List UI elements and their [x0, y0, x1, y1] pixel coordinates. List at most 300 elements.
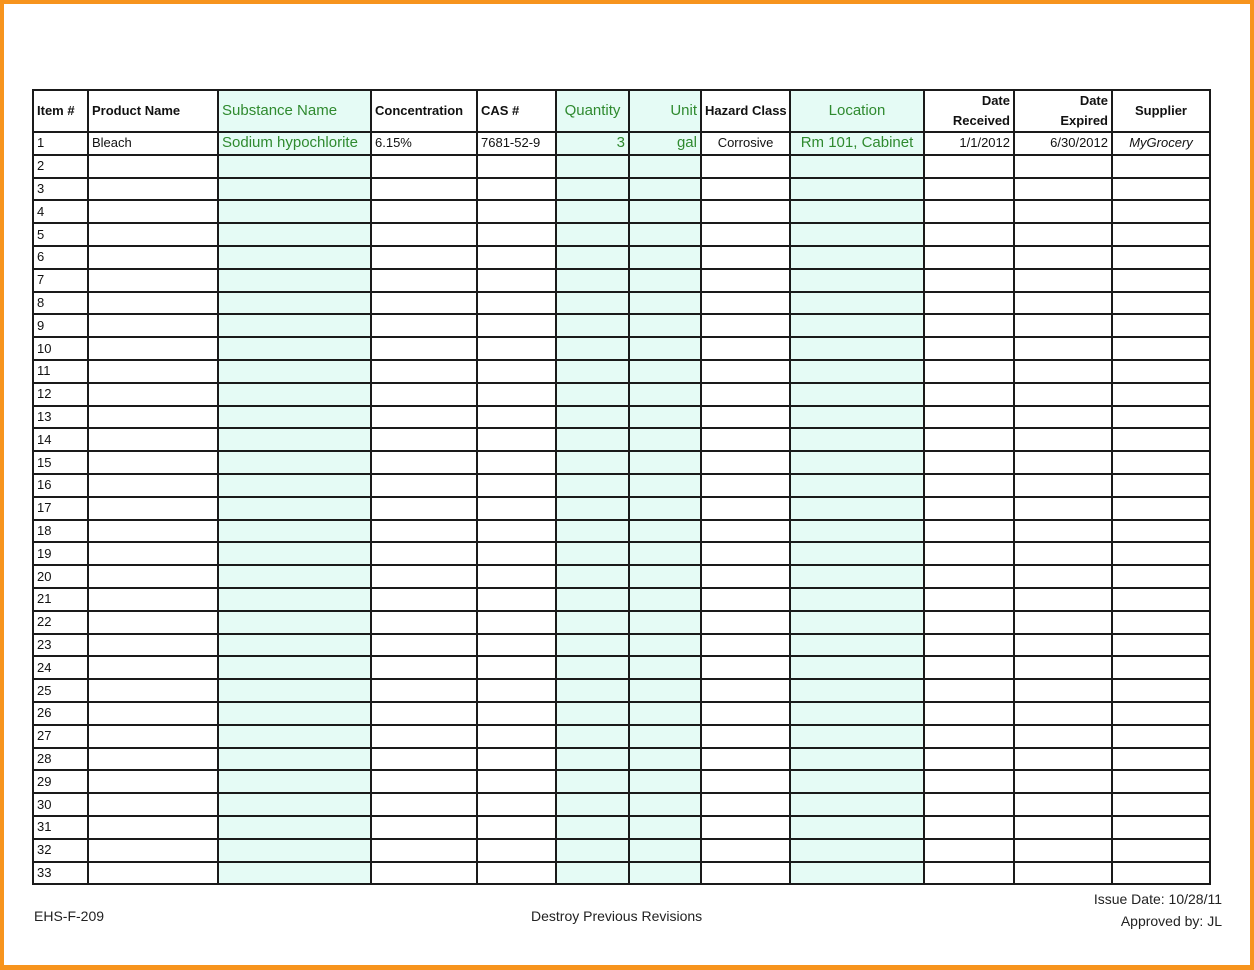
cell-concentration[interactable] — [371, 679, 477, 702]
cell-substance-name[interactable] — [218, 155, 371, 178]
cell-substance-name[interactable] — [218, 565, 371, 588]
cell-substance-name[interactable] — [218, 748, 371, 771]
cell-unit[interactable] — [629, 656, 701, 679]
cell-location[interactable] — [790, 269, 924, 292]
cell-product-name[interactable] — [88, 383, 218, 406]
cell-supplier[interactable] — [1112, 634, 1210, 657]
cell-item[interactable]: 22 — [33, 611, 88, 634]
cell-substance-name[interactable] — [218, 542, 371, 565]
cell-supplier[interactable] — [1112, 269, 1210, 292]
cell-date-received[interactable] — [924, 588, 1014, 611]
cell-unit[interactable] — [629, 246, 701, 269]
cell-substance-name[interactable] — [218, 406, 371, 429]
cell-date-received[interactable] — [924, 246, 1014, 269]
cell-date-received[interactable] — [924, 565, 1014, 588]
cell-product-name[interactable] — [88, 656, 218, 679]
cell-product-name[interactable] — [88, 565, 218, 588]
cell-quantity[interactable] — [556, 702, 629, 725]
cell-date-expired[interactable] — [1014, 269, 1112, 292]
cell-hazard-class[interactable] — [701, 839, 790, 862]
cell-cas[interactable] — [477, 474, 556, 497]
cell-location[interactable] — [790, 314, 924, 337]
cell-location[interactable] — [790, 292, 924, 315]
cell-location[interactable] — [790, 862, 924, 885]
cell-date-expired[interactable] — [1014, 360, 1112, 383]
cell-substance-name[interactable] — [218, 702, 371, 725]
cell-concentration[interactable] — [371, 200, 477, 223]
cell-cas[interactable] — [477, 314, 556, 337]
cell-date-expired[interactable] — [1014, 383, 1112, 406]
cell-cas[interactable] — [477, 520, 556, 543]
cell-cas[interactable] — [477, 178, 556, 201]
cell-hazard-class[interactable] — [701, 542, 790, 565]
cell-date-expired[interactable] — [1014, 314, 1112, 337]
cell-item[interactable]: 32 — [33, 839, 88, 862]
cell-supplier[interactable] — [1112, 178, 1210, 201]
cell-item[interactable]: 12 — [33, 383, 88, 406]
cell-substance-name[interactable]: Sodium hypochlorite — [218, 132, 371, 155]
cell-item[interactable]: 27 — [33, 725, 88, 748]
cell-quantity[interactable] — [556, 223, 629, 246]
cell-location[interactable] — [790, 428, 924, 451]
cell-unit[interactable] — [629, 497, 701, 520]
cell-hazard-class[interactable] — [701, 793, 790, 816]
cell-substance-name[interactable] — [218, 656, 371, 679]
cell-date-expired[interactable] — [1014, 200, 1112, 223]
cell-substance-name[interactable] — [218, 474, 371, 497]
cell-cas[interactable] — [477, 656, 556, 679]
cell-product-name[interactable] — [88, 520, 218, 543]
cell-substance-name[interactable] — [218, 223, 371, 246]
cell-concentration[interactable] — [371, 611, 477, 634]
cell-unit[interactable]: gal — [629, 132, 701, 155]
cell-location[interactable] — [790, 246, 924, 269]
cell-substance-name[interactable] — [218, 520, 371, 543]
cell-date-received[interactable] — [924, 816, 1014, 839]
cell-hazard-class[interactable] — [701, 565, 790, 588]
cell-substance-name[interactable] — [218, 611, 371, 634]
cell-quantity[interactable] — [556, 816, 629, 839]
cell-unit[interactable] — [629, 634, 701, 657]
cell-quantity[interactable] — [556, 725, 629, 748]
cell-location[interactable] — [790, 565, 924, 588]
cell-item[interactable]: 31 — [33, 816, 88, 839]
cell-supplier[interactable] — [1112, 337, 1210, 360]
cell-cas[interactable] — [477, 292, 556, 315]
cell-location[interactable] — [790, 702, 924, 725]
cell-location[interactable] — [790, 816, 924, 839]
cell-item[interactable]: 26 — [33, 702, 88, 725]
cell-item[interactable]: 21 — [33, 588, 88, 611]
cell-location[interactable] — [790, 793, 924, 816]
cell-concentration[interactable] — [371, 337, 477, 360]
cell-cas[interactable] — [477, 702, 556, 725]
cell-concentration[interactable]: 6.15% — [371, 132, 477, 155]
cell-date-received[interactable] — [924, 497, 1014, 520]
cell-item[interactable]: 33 — [33, 862, 88, 885]
cell-date-received[interactable] — [924, 337, 1014, 360]
cell-concentration[interactable] — [371, 520, 477, 543]
cell-supplier[interactable] — [1112, 200, 1210, 223]
cell-hazard-class[interactable] — [701, 383, 790, 406]
cell-location[interactable] — [790, 474, 924, 497]
cell-cas[interactable] — [477, 337, 556, 360]
cell-supplier[interactable] — [1112, 292, 1210, 315]
cell-quantity[interactable] — [556, 269, 629, 292]
cell-concentration[interactable] — [371, 793, 477, 816]
cell-location[interactable] — [790, 200, 924, 223]
cell-date-expired[interactable] — [1014, 839, 1112, 862]
cell-product-name[interactable] — [88, 542, 218, 565]
cell-substance-name[interactable] — [218, 451, 371, 474]
cell-substance-name[interactable] — [218, 428, 371, 451]
cell-supplier[interactable] — [1112, 383, 1210, 406]
cell-hazard-class[interactable] — [701, 702, 790, 725]
cell-location[interactable] — [790, 588, 924, 611]
cell-product-name[interactable] — [88, 862, 218, 885]
cell-cas[interactable] — [477, 542, 556, 565]
cell-date-received[interactable] — [924, 474, 1014, 497]
cell-date-expired[interactable] — [1014, 451, 1112, 474]
cell-quantity[interactable] — [556, 406, 629, 429]
cell-supplier[interactable] — [1112, 656, 1210, 679]
cell-cas[interactable] — [477, 862, 556, 885]
cell-date-received[interactable] — [924, 200, 1014, 223]
cell-quantity[interactable] — [556, 360, 629, 383]
cell-supplier[interactable] — [1112, 451, 1210, 474]
cell-hazard-class[interactable] — [701, 428, 790, 451]
cell-hazard-class[interactable] — [701, 497, 790, 520]
cell-item[interactable]: 25 — [33, 679, 88, 702]
cell-substance-name[interactable] — [218, 314, 371, 337]
cell-unit[interactable] — [629, 679, 701, 702]
cell-quantity[interactable] — [556, 497, 629, 520]
cell-unit[interactable] — [629, 223, 701, 246]
cell-quantity[interactable] — [556, 656, 629, 679]
cell-hazard-class[interactable] — [701, 314, 790, 337]
cell-hazard-class[interactable] — [701, 520, 790, 543]
cell-date-received[interactable] — [924, 770, 1014, 793]
cell-substance-name[interactable] — [218, 588, 371, 611]
cell-date-received[interactable] — [924, 542, 1014, 565]
cell-date-received[interactable] — [924, 292, 1014, 315]
cell-product-name[interactable] — [88, 702, 218, 725]
cell-date-received[interactable] — [924, 611, 1014, 634]
cell-item[interactable]: 18 — [33, 520, 88, 543]
cell-item[interactable]: 2 — [33, 155, 88, 178]
cell-date-received[interactable] — [924, 451, 1014, 474]
cell-date-expired[interactable] — [1014, 406, 1112, 429]
cell-supplier[interactable] — [1112, 748, 1210, 771]
cell-unit[interactable] — [629, 611, 701, 634]
cell-concentration[interactable] — [371, 428, 477, 451]
cell-concentration[interactable] — [371, 292, 477, 315]
cell-unit[interactable] — [629, 451, 701, 474]
cell-cas[interactable] — [477, 155, 556, 178]
cell-date-expired[interactable] — [1014, 292, 1112, 315]
cell-concentration[interactable] — [371, 588, 477, 611]
cell-supplier[interactable] — [1112, 725, 1210, 748]
cell-hazard-class[interactable] — [701, 862, 790, 885]
cell-concentration[interactable] — [371, 314, 477, 337]
cell-quantity[interactable] — [556, 200, 629, 223]
cell-supplier[interactable] — [1112, 314, 1210, 337]
cell-quantity[interactable]: 3 — [556, 132, 629, 155]
cell-product-name[interactable]: Bleach — [88, 132, 218, 155]
cell-date-received[interactable] — [924, 155, 1014, 178]
cell-unit[interactable] — [629, 155, 701, 178]
cell-supplier[interactable] — [1112, 246, 1210, 269]
cell-substance-name[interactable] — [218, 793, 371, 816]
cell-date-received[interactable] — [924, 862, 1014, 885]
cell-supplier[interactable] — [1112, 406, 1210, 429]
cell-date-expired[interactable] — [1014, 679, 1112, 702]
cell-product-name[interactable] — [88, 200, 218, 223]
cell-date-expired[interactable] — [1014, 588, 1112, 611]
cell-hazard-class[interactable] — [701, 360, 790, 383]
cell-substance-name[interactable] — [218, 269, 371, 292]
cell-location[interactable] — [790, 634, 924, 657]
cell-date-expired[interactable] — [1014, 155, 1112, 178]
cell-unit[interactable] — [629, 428, 701, 451]
cell-cas[interactable] — [477, 565, 556, 588]
cell-item[interactable]: 1 — [33, 132, 88, 155]
cell-quantity[interactable] — [556, 474, 629, 497]
cell-substance-name[interactable] — [218, 360, 371, 383]
cell-concentration[interactable] — [371, 451, 477, 474]
cell-item[interactable]: 13 — [33, 406, 88, 429]
cell-supplier[interactable] — [1112, 155, 1210, 178]
cell-date-expired[interactable] — [1014, 793, 1112, 816]
cell-cas[interactable] — [477, 679, 556, 702]
cell-cas[interactable] — [477, 770, 556, 793]
cell-location[interactable] — [790, 679, 924, 702]
cell-date-expired[interactable] — [1014, 178, 1112, 201]
cell-date-expired[interactable] — [1014, 520, 1112, 543]
cell-substance-name[interactable] — [218, 862, 371, 885]
cell-substance-name[interactable] — [218, 292, 371, 315]
cell-unit[interactable] — [629, 565, 701, 588]
cell-quantity[interactable] — [556, 611, 629, 634]
cell-concentration[interactable] — [371, 770, 477, 793]
cell-date-received[interactable] — [924, 383, 1014, 406]
cell-hazard-class[interactable] — [701, 474, 790, 497]
cell-concentration[interactable] — [371, 178, 477, 201]
cell-item[interactable]: 14 — [33, 428, 88, 451]
cell-location[interactable] — [790, 383, 924, 406]
cell-cas[interactable]: 7681-52-9 — [477, 132, 556, 155]
cell-item[interactable]: 23 — [33, 634, 88, 657]
cell-concentration[interactable] — [371, 839, 477, 862]
cell-concentration[interactable] — [371, 383, 477, 406]
cell-cas[interactable] — [477, 360, 556, 383]
cell-location[interactable] — [790, 337, 924, 360]
cell-concentration[interactable] — [371, 246, 477, 269]
cell-product-name[interactable] — [88, 292, 218, 315]
cell-item[interactable]: 19 — [33, 542, 88, 565]
cell-date-expired[interactable] — [1014, 816, 1112, 839]
cell-date-received[interactable] — [924, 520, 1014, 543]
cell-concentration[interactable] — [371, 725, 477, 748]
cell-date-expired[interactable] — [1014, 702, 1112, 725]
cell-hazard-class[interactable] — [701, 178, 790, 201]
cell-supplier[interactable] — [1112, 565, 1210, 588]
cell-concentration[interactable] — [371, 542, 477, 565]
cell-unit[interactable] — [629, 770, 701, 793]
cell-hazard-class[interactable] — [701, 337, 790, 360]
cell-product-name[interactable] — [88, 246, 218, 269]
cell-cas[interactable] — [477, 634, 556, 657]
cell-item[interactable]: 29 — [33, 770, 88, 793]
cell-location[interactable] — [790, 725, 924, 748]
cell-hazard-class[interactable] — [701, 634, 790, 657]
cell-cas[interactable] — [477, 246, 556, 269]
cell-substance-name[interactable] — [218, 246, 371, 269]
cell-cas[interactable] — [477, 269, 556, 292]
cell-location[interactable] — [790, 360, 924, 383]
cell-unit[interactable] — [629, 702, 701, 725]
cell-location[interactable] — [790, 542, 924, 565]
cell-hazard-class[interactable] — [701, 748, 790, 771]
cell-cas[interactable] — [477, 725, 556, 748]
cell-location[interactable] — [790, 839, 924, 862]
cell-quantity[interactable] — [556, 155, 629, 178]
cell-date-expired[interactable] — [1014, 611, 1112, 634]
cell-unit[interactable] — [629, 178, 701, 201]
cell-cas[interactable] — [477, 588, 556, 611]
cell-product-name[interactable] — [88, 588, 218, 611]
cell-date-received[interactable] — [924, 269, 1014, 292]
cell-quantity[interactable] — [556, 292, 629, 315]
cell-item[interactable]: 5 — [33, 223, 88, 246]
cell-concentration[interactable] — [371, 360, 477, 383]
cell-unit[interactable] — [629, 862, 701, 885]
cell-concentration[interactable] — [371, 656, 477, 679]
cell-unit[interactable] — [629, 520, 701, 543]
cell-unit[interactable] — [629, 542, 701, 565]
cell-supplier[interactable] — [1112, 839, 1210, 862]
cell-unit[interactable] — [629, 793, 701, 816]
cell-location[interactable] — [790, 178, 924, 201]
cell-supplier[interactable] — [1112, 770, 1210, 793]
cell-product-name[interactable] — [88, 428, 218, 451]
cell-quantity[interactable] — [556, 337, 629, 360]
cell-quantity[interactable] — [556, 793, 629, 816]
cell-unit[interactable] — [629, 725, 701, 748]
cell-product-name[interactable] — [88, 155, 218, 178]
cell-hazard-class[interactable] — [701, 406, 790, 429]
cell-date-received[interactable] — [924, 656, 1014, 679]
cell-product-name[interactable] — [88, 770, 218, 793]
cell-concentration[interactable] — [371, 862, 477, 885]
cell-hazard-class[interactable]: Corrosive — [701, 132, 790, 155]
cell-substance-name[interactable] — [218, 839, 371, 862]
cell-substance-name[interactable] — [218, 770, 371, 793]
cell-date-received[interactable] — [924, 748, 1014, 771]
cell-unit[interactable] — [629, 474, 701, 497]
cell-supplier[interactable] — [1112, 816, 1210, 839]
cell-item[interactable]: 4 — [33, 200, 88, 223]
cell-cas[interactable] — [477, 748, 556, 771]
cell-quantity[interactable] — [556, 565, 629, 588]
cell-date-received[interactable] — [924, 679, 1014, 702]
cell-product-name[interactable] — [88, 611, 218, 634]
cell-hazard-class[interactable] — [701, 770, 790, 793]
cell-product-name[interactable] — [88, 406, 218, 429]
cell-location[interactable] — [790, 406, 924, 429]
cell-item[interactable]: 30 — [33, 793, 88, 816]
cell-supplier[interactable] — [1112, 679, 1210, 702]
cell-location[interactable] — [790, 520, 924, 543]
cell-item[interactable]: 10 — [33, 337, 88, 360]
cell-concentration[interactable] — [371, 748, 477, 771]
cell-substance-name[interactable] — [218, 497, 371, 520]
cell-date-received[interactable] — [924, 360, 1014, 383]
cell-hazard-class[interactable] — [701, 246, 790, 269]
cell-unit[interactable] — [629, 816, 701, 839]
cell-substance-name[interactable] — [218, 337, 371, 360]
cell-concentration[interactable] — [371, 497, 477, 520]
cell-quantity[interactable] — [556, 246, 629, 269]
cell-supplier[interactable] — [1112, 702, 1210, 725]
cell-hazard-class[interactable] — [701, 200, 790, 223]
cell-concentration[interactable] — [371, 406, 477, 429]
cell-item[interactable]: 24 — [33, 656, 88, 679]
cell-hazard-class[interactable] — [701, 588, 790, 611]
cell-location[interactable] — [790, 770, 924, 793]
cell-date-expired[interactable] — [1014, 725, 1112, 748]
cell-substance-name[interactable] — [218, 816, 371, 839]
cell-product-name[interactable] — [88, 269, 218, 292]
cell-substance-name[interactable] — [218, 634, 371, 657]
cell-supplier[interactable] — [1112, 862, 1210, 885]
cell-quantity[interactable] — [556, 383, 629, 406]
cell-product-name[interactable] — [88, 178, 218, 201]
cell-hazard-class[interactable] — [701, 725, 790, 748]
cell-product-name[interactable] — [88, 793, 218, 816]
cell-unit[interactable] — [629, 383, 701, 406]
cell-date-received[interactable] — [924, 223, 1014, 246]
cell-supplier[interactable] — [1112, 542, 1210, 565]
cell-substance-name[interactable] — [218, 178, 371, 201]
cell-hazard-class[interactable] — [701, 269, 790, 292]
cell-unit[interactable] — [629, 360, 701, 383]
cell-hazard-class[interactable] — [701, 816, 790, 839]
cell-quantity[interactable] — [556, 520, 629, 543]
cell-location[interactable] — [790, 748, 924, 771]
cell-quantity[interactable] — [556, 770, 629, 793]
cell-unit[interactable] — [629, 314, 701, 337]
cell-location[interactable] — [790, 451, 924, 474]
cell-date-received[interactable] — [924, 634, 1014, 657]
cell-supplier[interactable] — [1112, 611, 1210, 634]
cell-unit[interactable] — [629, 292, 701, 315]
cell-cas[interactable] — [477, 200, 556, 223]
cell-hazard-class[interactable] — [701, 155, 790, 178]
cell-date-expired[interactable] — [1014, 862, 1112, 885]
cell-cas[interactable] — [477, 383, 556, 406]
cell-product-name[interactable] — [88, 725, 218, 748]
cell-item[interactable]: 3 — [33, 178, 88, 201]
cell-date-received[interactable] — [924, 406, 1014, 429]
cell-hazard-class[interactable] — [701, 656, 790, 679]
cell-hazard-class[interactable] — [701, 679, 790, 702]
cell-supplier[interactable] — [1112, 793, 1210, 816]
cell-location[interactable]: Rm 101, Cabinet — [790, 132, 924, 155]
cell-date-expired[interactable] — [1014, 542, 1112, 565]
cell-location[interactable] — [790, 497, 924, 520]
cell-unit[interactable] — [629, 200, 701, 223]
